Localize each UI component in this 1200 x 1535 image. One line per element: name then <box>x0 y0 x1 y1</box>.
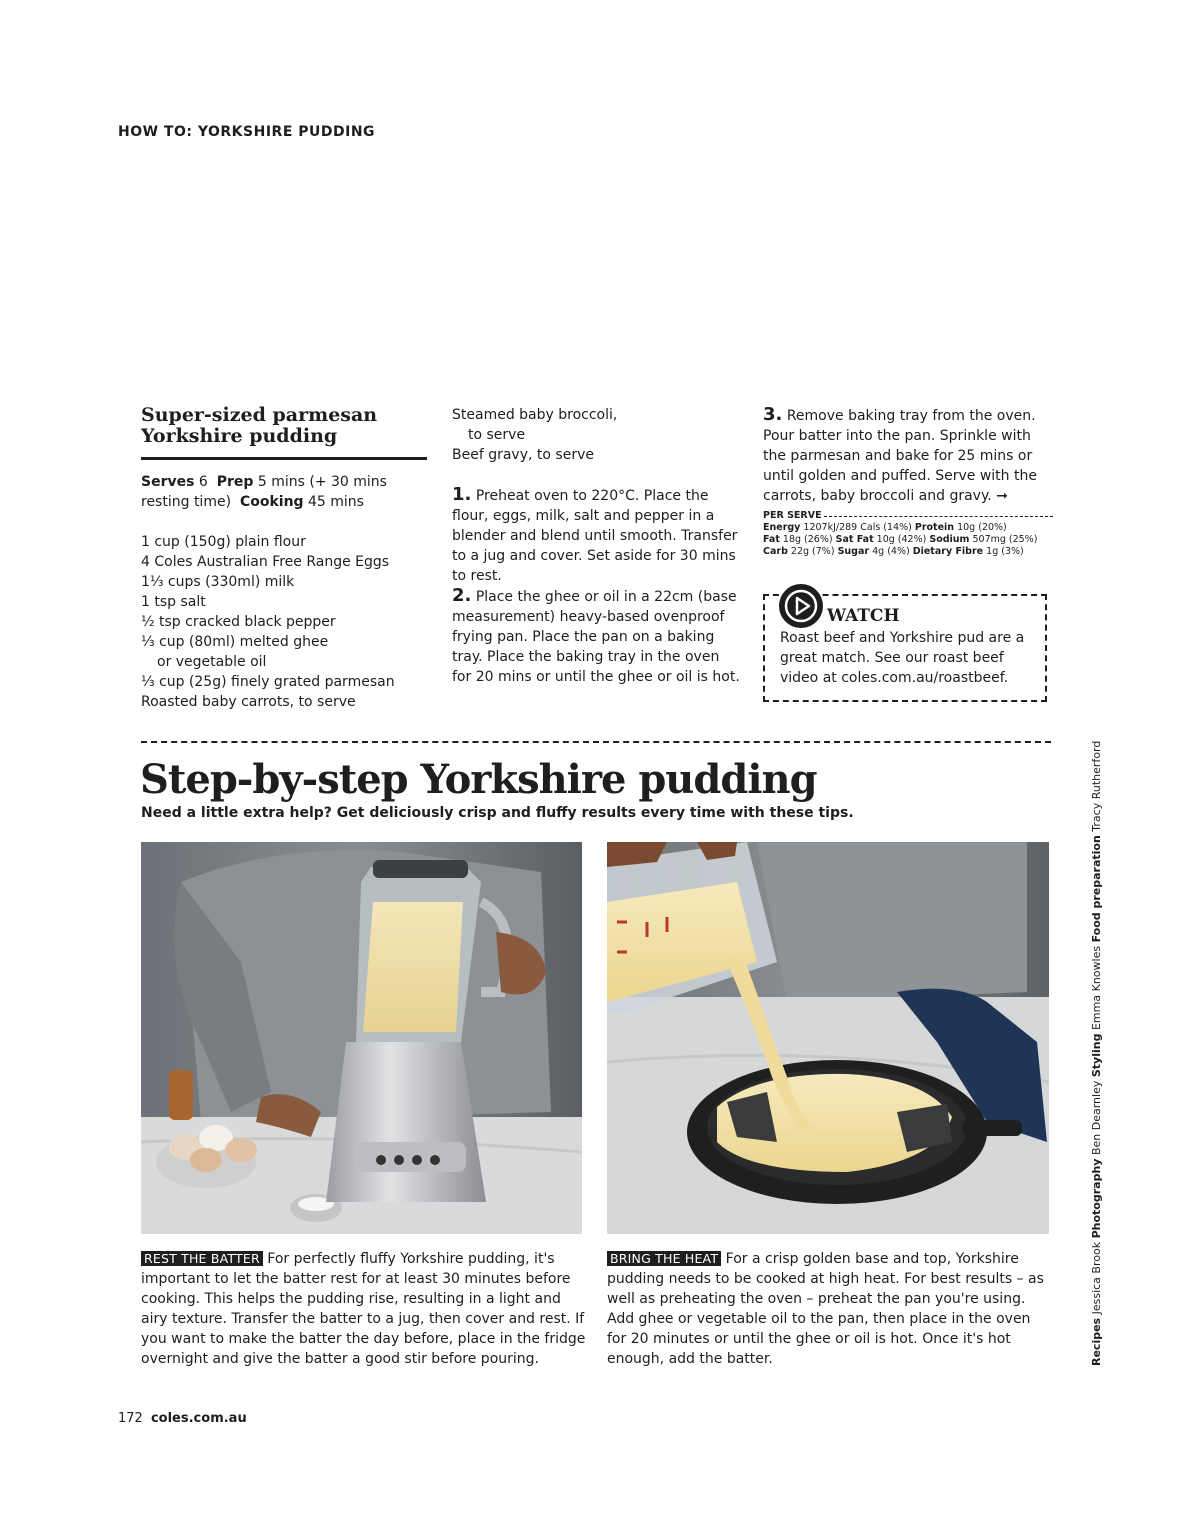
recipe-column-1 <box>141 405 431 712</box>
pouring-batter-photo <box>607 842 1049 1234</box>
recipe-title-line-2: Yorkshire pudding <box>141 425 338 447</box>
carb-label: Carb <box>763 546 788 557</box>
section-title: Step-by-step Yorkshire pudding <box>140 756 817 803</box>
watch-video-box[interactable] <box>763 594 1047 702</box>
energy-label: Energy <box>763 522 801 533</box>
prep-label: Prep <box>216 474 254 490</box>
step-number: 1. <box>452 484 472 505</box>
tip-tag: BRING THE HEAT <box>607 1251 721 1266</box>
step-number: 2. <box>452 585 472 606</box>
ingredient-item: ⅓ cup (80ml) melted ghee <box>141 634 329 650</box>
continue-arrow-icon: ➞ <box>996 488 1008 504</box>
protein-label: Protein <box>914 522 955 533</box>
cooking-label: Cooking <box>239 494 304 510</box>
ingredient-item: 1 cup (150g) plain flour <box>141 534 306 550</box>
fibre-value: 1g (3%) <box>986 546 1024 557</box>
recipe-column-2 <box>452 405 742 687</box>
protein-value: 10g (20%) <box>957 522 1007 533</box>
watch-text: Roast beef and Yorkshire pud are a great match. See our roast beef video at coles.com.au/roastbeef. <box>780 630 1025 686</box>
sat-fat-label: Sat Fat <box>835 534 874 545</box>
fat-value: 18g (26%) <box>782 534 833 545</box>
section-divider <box>141 741 1051 743</box>
nutrition-divider <box>824 516 1053 517</box>
sodium-value: 507mg (25%) <box>972 534 1038 545</box>
cooking-value: 45 mins <box>308 494 364 510</box>
serves-label: Serves <box>141 474 195 490</box>
ingredient-item: Roasted baby carrots, to serve <box>141 694 356 710</box>
method-step <box>763 405 1053 506</box>
photo-credits: Recipes Jessica Brook Photography Ben Dearnley Styling Emma Knowles Food preparation Tracy Rutherford <box>1090 740 1103 1366</box>
sugar-value: 4g (4%) <box>872 546 910 557</box>
step-text: Remove baking tray from the oven. Pour batter into the pan. Sprinkle with the parmesan and bake for 25 mins or until golden and puffed. Serve with the carrots, baby broccoli and gravy. <box>763 408 1037 504</box>
recipe-column-3 <box>763 405 1053 558</box>
ingredient-item: ⅓ cup (25g) finely grated parmesan <box>141 674 395 690</box>
sugar-label: Sugar <box>837 546 870 557</box>
step-number: 3. <box>763 404 783 425</box>
nutrition-heading: PER SERVE <box>763 510 822 521</box>
fibre-label: Dietary Fibre <box>912 546 984 557</box>
page-footer <box>118 1411 247 1426</box>
fat-label: Fat <box>763 534 780 545</box>
ingredient-list <box>141 532 431 712</box>
nutrition-panel <box>763 510 1053 558</box>
tip-rest-the-batter <box>141 1249 586 1369</box>
recipe-title <box>141 405 427 460</box>
method-step <box>452 485 742 586</box>
play-icon[interactable] <box>779 584 823 628</box>
ingredient-item: or vegetable oil <box>157 654 267 670</box>
tip-bring-the-heat <box>607 1249 1052 1369</box>
recipe-meta <box>141 472 431 512</box>
method-step <box>452 586 742 687</box>
carb-value: 22g (7%) <box>790 546 835 557</box>
tip-text: For perfectly fluffy Yorkshire pudding, it's important to let the batter rest for at least 30 minutes before cooking. This helps the pudding rise, resulting in a light and airy texture. Transfer the batter to a jug, then cover and rest. If you want to make the batter the day before, place in the fridge overnight and give the batter a good stir before pouring. <box>141 1251 586 1367</box>
tip-text: For a crisp golden base and top, Yorkshire pudding needs to be cooked at high heat. For best results – as well as preheating the oven – preheat the pan you're using. Add ghee or vegetable oil to the pan, then place in the oven for 20 minutes or until the ghee or oil is hot. Once it's hot enough, add the batter. <box>607 1251 1044 1367</box>
ingredient-item: Steamed baby broccoli, <box>452 407 618 423</box>
step-text: Preheat oven to 220°C. Place the flour, eggs, milk, salt and pepper in a blender and blend until smooth. Transfer to a jug and cover. Set aside for 30 mins to rest. <box>452 488 738 584</box>
sodium-label: Sodium <box>929 534 970 545</box>
serves-value: 6 <box>198 474 208 490</box>
step-text: Place the ghee or oil in a 22cm (base measurement) heavy-based ovenproof frying pan. Place the pan on a baking tray. Place the baking tray in the oven for 20 mins or until the ghee or oil is hot. <box>452 589 740 685</box>
tip-tag: REST THE BATTER <box>141 1251 263 1266</box>
section-subtitle: Need a little extra help? Get deliciously crisp and fluffy results every time with these tips. <box>141 805 854 821</box>
section-kicker: HOW TO: YORKSHIRE PUDDING <box>118 124 376 140</box>
prep-value: 5 mins (+ 30 mins resting time) <box>141 474 387 510</box>
ingredient-item: 4 Coles Australian Free Range Eggs <box>141 554 390 570</box>
ingredient-item: to serve <box>468 427 526 443</box>
page-number: 172 <box>118 1411 143 1426</box>
sat-fat-value: 10g (42%) <box>876 534 927 545</box>
blender-photo <box>141 842 582 1234</box>
watch-label: WATCH <box>827 606 904 626</box>
ingredient-item: ½ tsp cracked black pepper <box>141 614 336 630</box>
energy-value: 1207kJ/289 Cals (14%) <box>803 522 912 533</box>
ingredient-item: 1⅓ cups (330ml) milk <box>141 574 295 590</box>
ingredient-item: Beef gravy, to serve <box>452 447 594 463</box>
recipe-title-line-1: Super-sized parmesan <box>141 404 378 426</box>
ingredient-item: 1 tsp salt <box>141 594 206 610</box>
site-url[interactable]: coles.com.au <box>150 1411 247 1426</box>
